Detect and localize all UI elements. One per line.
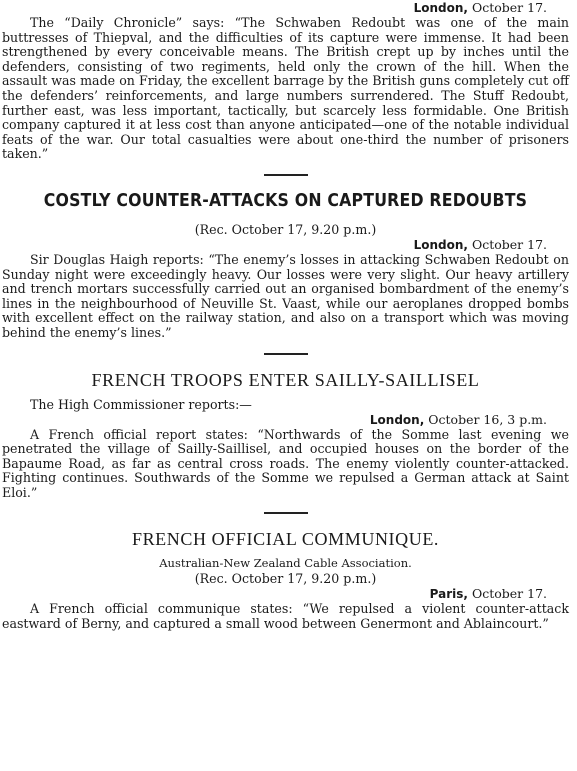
article-body: A French official communique states: “We repulsed a violent counter-attack eastward of Berny, and captured a small wood between Genermont and Ablaincourt.”	[2, 601, 569, 632]
article-body: A French official report states: “Northwards of the Somme last evening we penetrated the village of Sailly-Saillisel, and occupied houses on the border of the Bapaume Road, as far as central cross roads. The enemy violently counter-attacked. Fighting continues. Southwards of the Somme we repulsed a German attack at Saint Eloi.”	[2, 426, 569, 500]
section-divider	[264, 353, 308, 355]
dateline	[2, 412, 569, 428]
received-line: (Rec. October 17, 9.20 p.m.)	[194, 571, 377, 587]
headline: FRENCH TROOPS ENTER SAILLY-SAILLISEL	[91, 369, 480, 390]
dateline	[2, 237, 569, 253]
article-costly-counter-attacks	[2, 190, 569, 341]
article-french-troops-sailly	[2, 369, 569, 501]
dateline-date: October 17.	[471, 236, 547, 252]
section-divider	[264, 512, 308, 514]
dateline-top	[2, 0, 569, 16]
dateline-date: October 17.	[471, 0, 547, 15]
dateline-place: London,	[413, 1, 468, 15]
dateline-date: October 16, 3 p.m.	[428, 411, 547, 427]
section-divider	[264, 174, 308, 176]
dateline	[2, 586, 569, 602]
daily-chronicle-paragraph: The “Daily Chronicle” says: “The Schwaben Redoubt was one of the main buttresses of Thiepval, and the difficulties of its capture were immense. It had been strengthened by every conceivable means. The British crept up by inches until the defenders, consisting of two regiments, held only the crown of the hill. When the assault was made on Friday, the excellent barrage by the British guns completely cut off the defenders’ reinforcements, and large numbers surrendered. The Stuff Redoubt, further east, was less important, tactically, but scarcely less formidable. One British company captured it at less cost than anyone anticipated—one of the notable individual feats of the war. Our total casualties were about one-third the number of prisoners taken.”	[2, 15, 569, 162]
headline: COSTLY COUNTER-ATTACKS ON CAPTURED REDOUBTS	[43, 190, 528, 211]
headline: FRENCH OFFICIAL COMMUNIQUE.	[131, 529, 440, 550]
reports-line: The High Commissioner reports:—	[30, 396, 252, 412]
article-body: Sir Douglas Haigh reports: “The enemy’s losses in attacking Schwaben Redoubt on Sunday night were exceedingly heavy. Our losses were very slight. Our heavy artillery and trench mortars successfully carried out an organised bombardment of the enemy’s lines in the neighbourhood of Neuville St. Vaast, while our aeroplanes dropped bombs with excellent effect on the railway station, and also on a transport which was moving behind the enemy’s lines.”	[2, 251, 569, 340]
dateline-date: October 17.	[471, 586, 547, 602]
article-french-communique	[2, 528, 569, 631]
dateline-place: Paris,	[429, 587, 468, 602]
dateline-place: London,	[413, 237, 468, 252]
agency-line: Australian-New Zealand Cable Association.	[159, 556, 412, 571]
received-line: (Rec. October 17, 9.20 p.m.)	[194, 221, 377, 237]
dateline-place: London,	[369, 412, 425, 427]
